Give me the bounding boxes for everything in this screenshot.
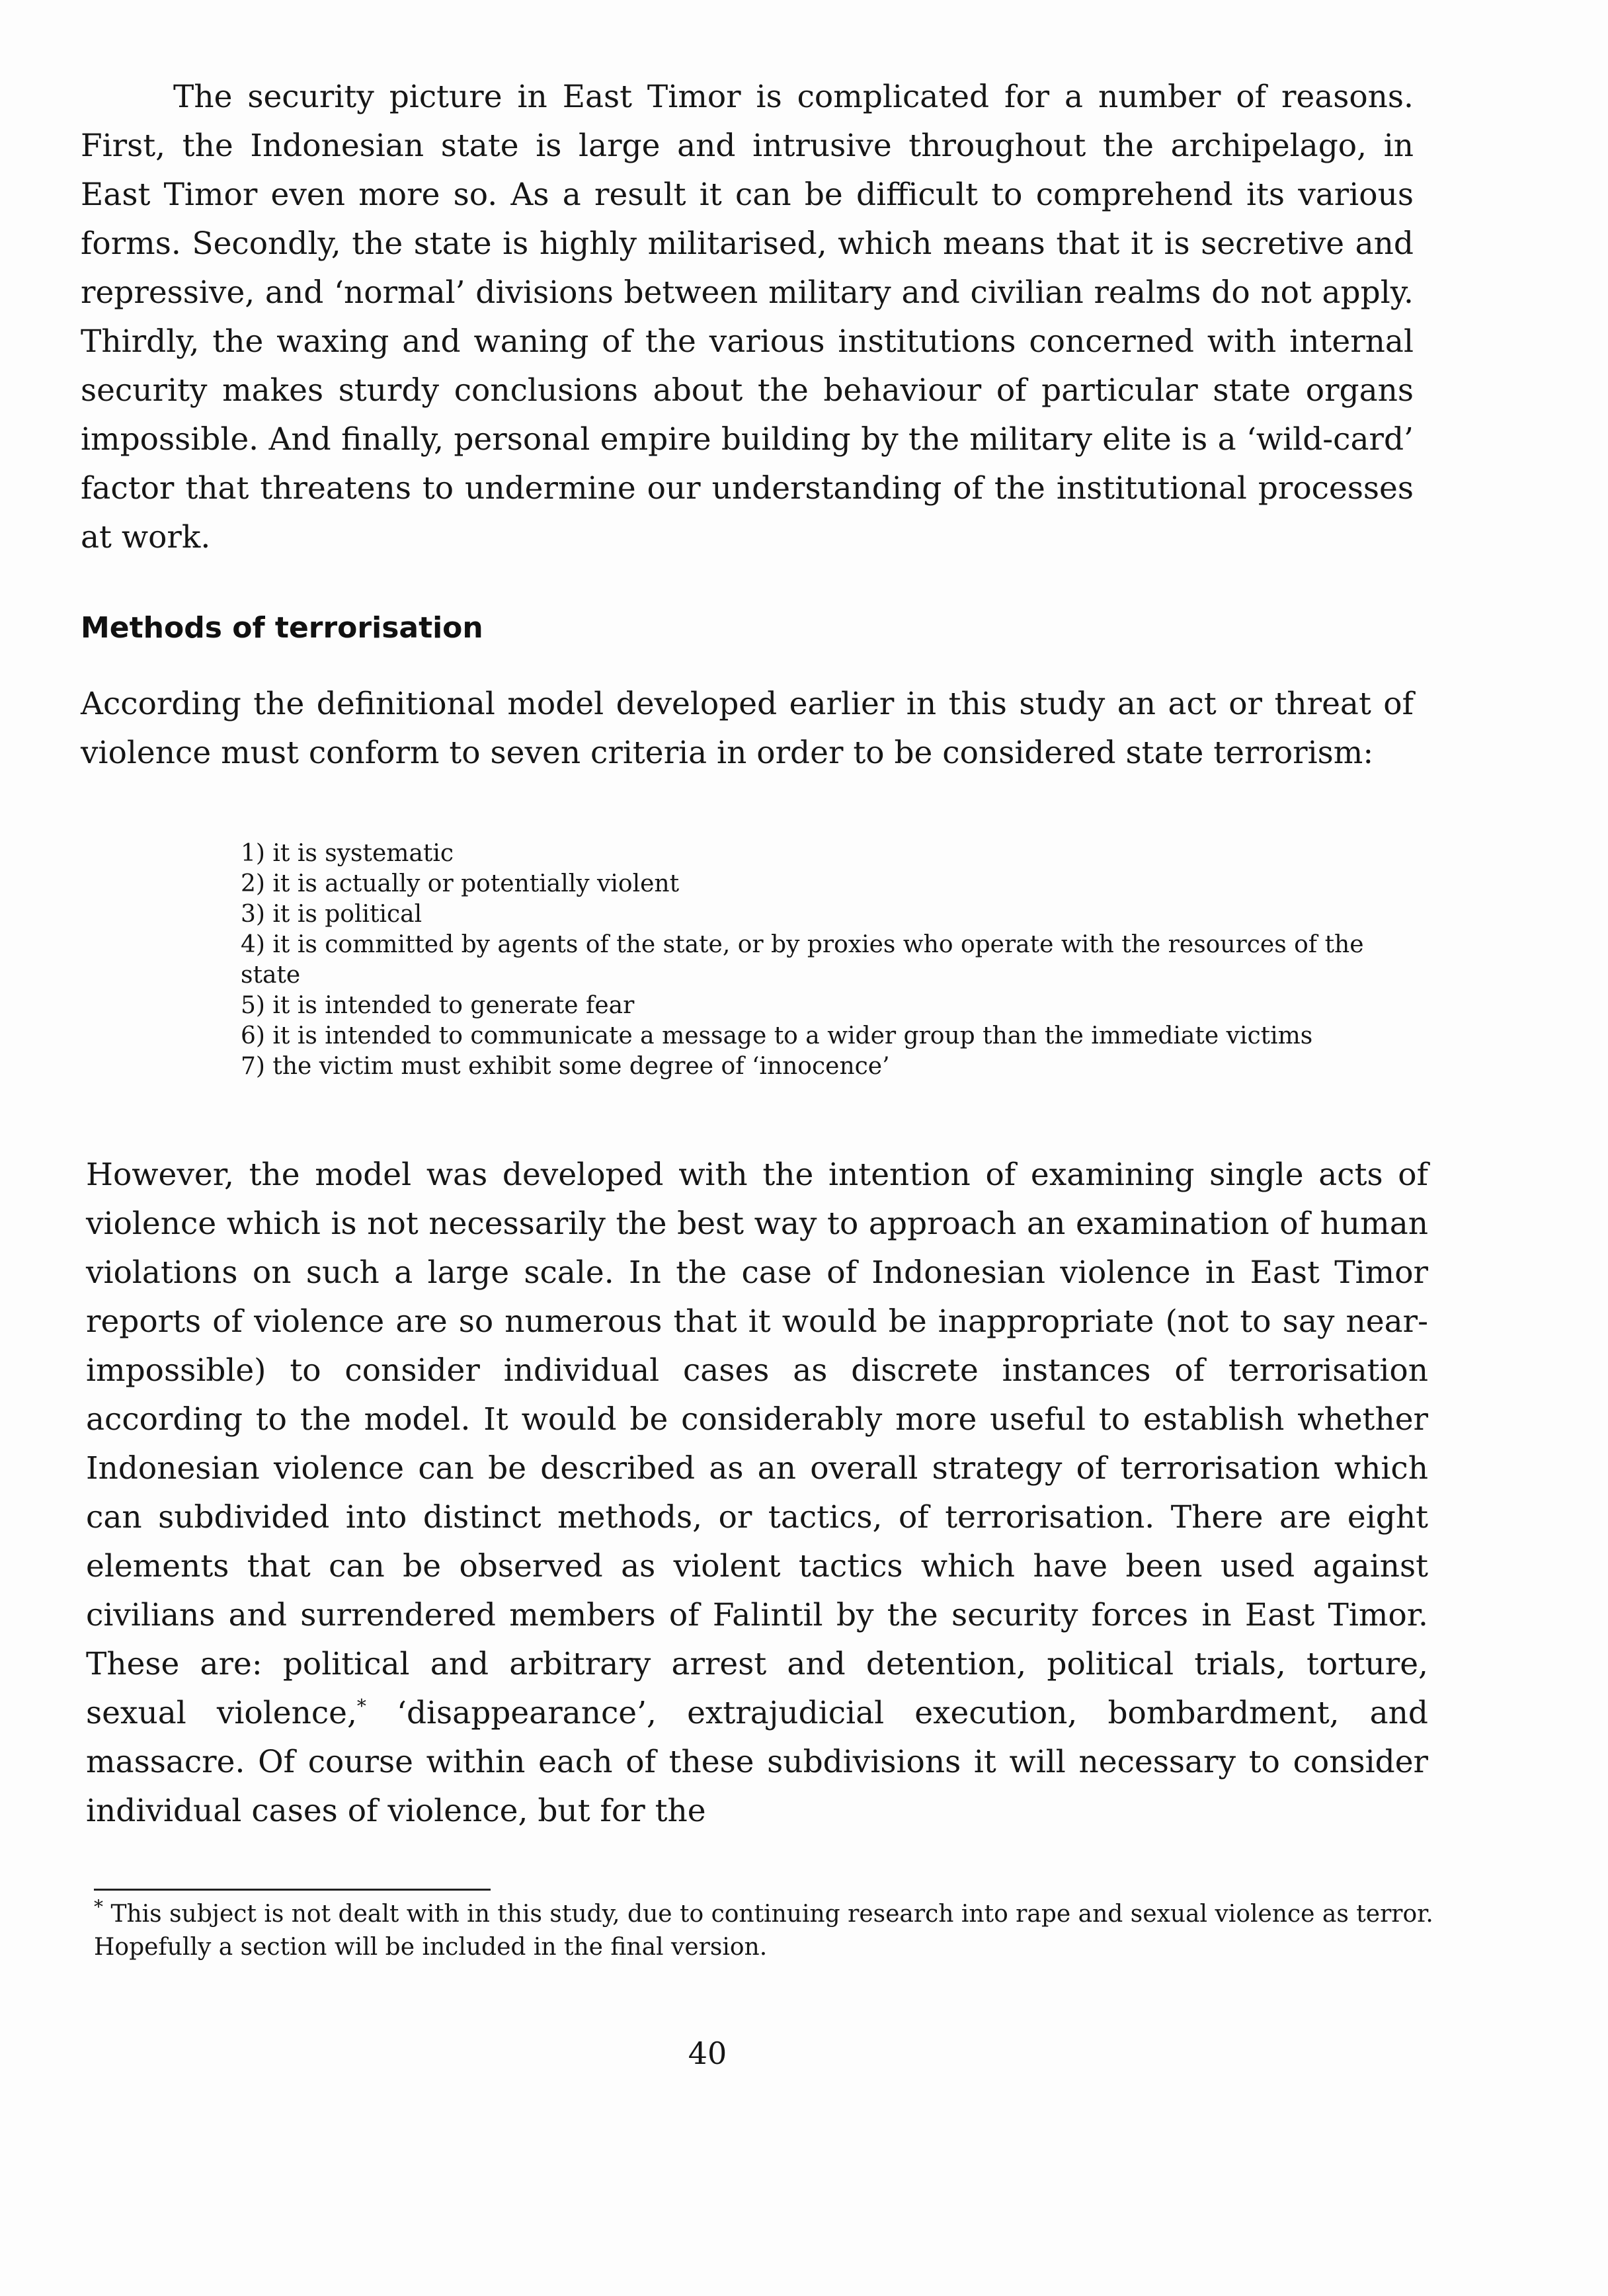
criteria-item: 5) it is intended to generate fear xyxy=(241,992,635,1019)
criteria-item: 1) it is systematic xyxy=(241,840,454,867)
paragraph-text-part-1: However, the model was developed with the intention of examining single acts of violence which is not necessarily the best way to approach an examination of human violations on such a large scale. In the case of Indonesian violence in East Timor reports of violence are so numerous that it would be inappropriate (not to say near-impossible) to consider individual cases as discrete instances of terrorisation according to the model. It would be considerably more useful to establish whether Indonesian violence can be described as an overall strategy of terrorisation which can subdivided into distinct methods, or tactics, of terrorisation. There are eight elements that can be observed as violent tactics which have been used against civilians and surrendered members of Falintil by the security forces in East Timor. These are: political and arbitrary arrest and detention, political trials, torture, sexual violence, xyxy=(86,1157,1428,1731)
paragraph-text-part-2: ‘disappearance’, extrajudicial execution, bombardment, and massacre. Of course within each of these subdivisions it will necessary to consider individual cases of violence, but for the xyxy=(86,1695,1428,1829)
section-heading: Methods of terrorisation xyxy=(81,611,483,645)
paragraph-model-limitations xyxy=(86,1151,1428,1836)
footnote xyxy=(94,1898,1476,1964)
page-number: 40 xyxy=(688,2035,727,2071)
criteria-item: 4) it is committed by agents of the state, or by proxies who operate with the resources of the state xyxy=(241,931,1364,989)
footnote-text: This subject is not dealt with in this study, due to continuing research into rape and sexual violence as terror. Hopefully a section will be included in the final version. xyxy=(94,1901,1433,1961)
footnote-reference-mark: * xyxy=(356,1695,366,1717)
criteria-item: 7) the victim must exhibit some degree of ‘innocence’ xyxy=(241,1053,890,1080)
footnote-mark: * xyxy=(94,1896,103,1918)
footnote-divider xyxy=(94,1889,491,1891)
criteria-item: 2) it is actually or potentially violent xyxy=(241,870,680,897)
paragraph-definitional-model: According the definitional model developed earlier in this study an act or threat of violence must conform to seven criteria in order to be considered state terrorism: xyxy=(81,686,1414,771)
paragraph-security-picture: The security picture in East Timor is complicated for a number of reasons. First, the Indonesian state is large and intrusive throughout the archipelago, in East Timor even more so. As a result it can be difficult to comprehend its various forms. Secondly, the state is highly militarised, which means that it is secretive and repressive, and ‘normal’ divisions between military and civilian realms do not apply. Thirdly, the waxing and waning of the various institutions concerned with internal security makes sturdy conclusions about the behaviour of particular state organs impossible. And finally, personal empire building by the military elite is a ‘wild-card’ factor that threatens to undermine our understanding of the institutional processes at work. xyxy=(81,79,1414,555)
criteria-list xyxy=(241,839,1424,1082)
criteria-item: 3) it is political xyxy=(241,901,422,928)
criteria-item: 6) it is intended to communicate a message to a wider group than the immediate victims xyxy=(241,1022,1313,1049)
